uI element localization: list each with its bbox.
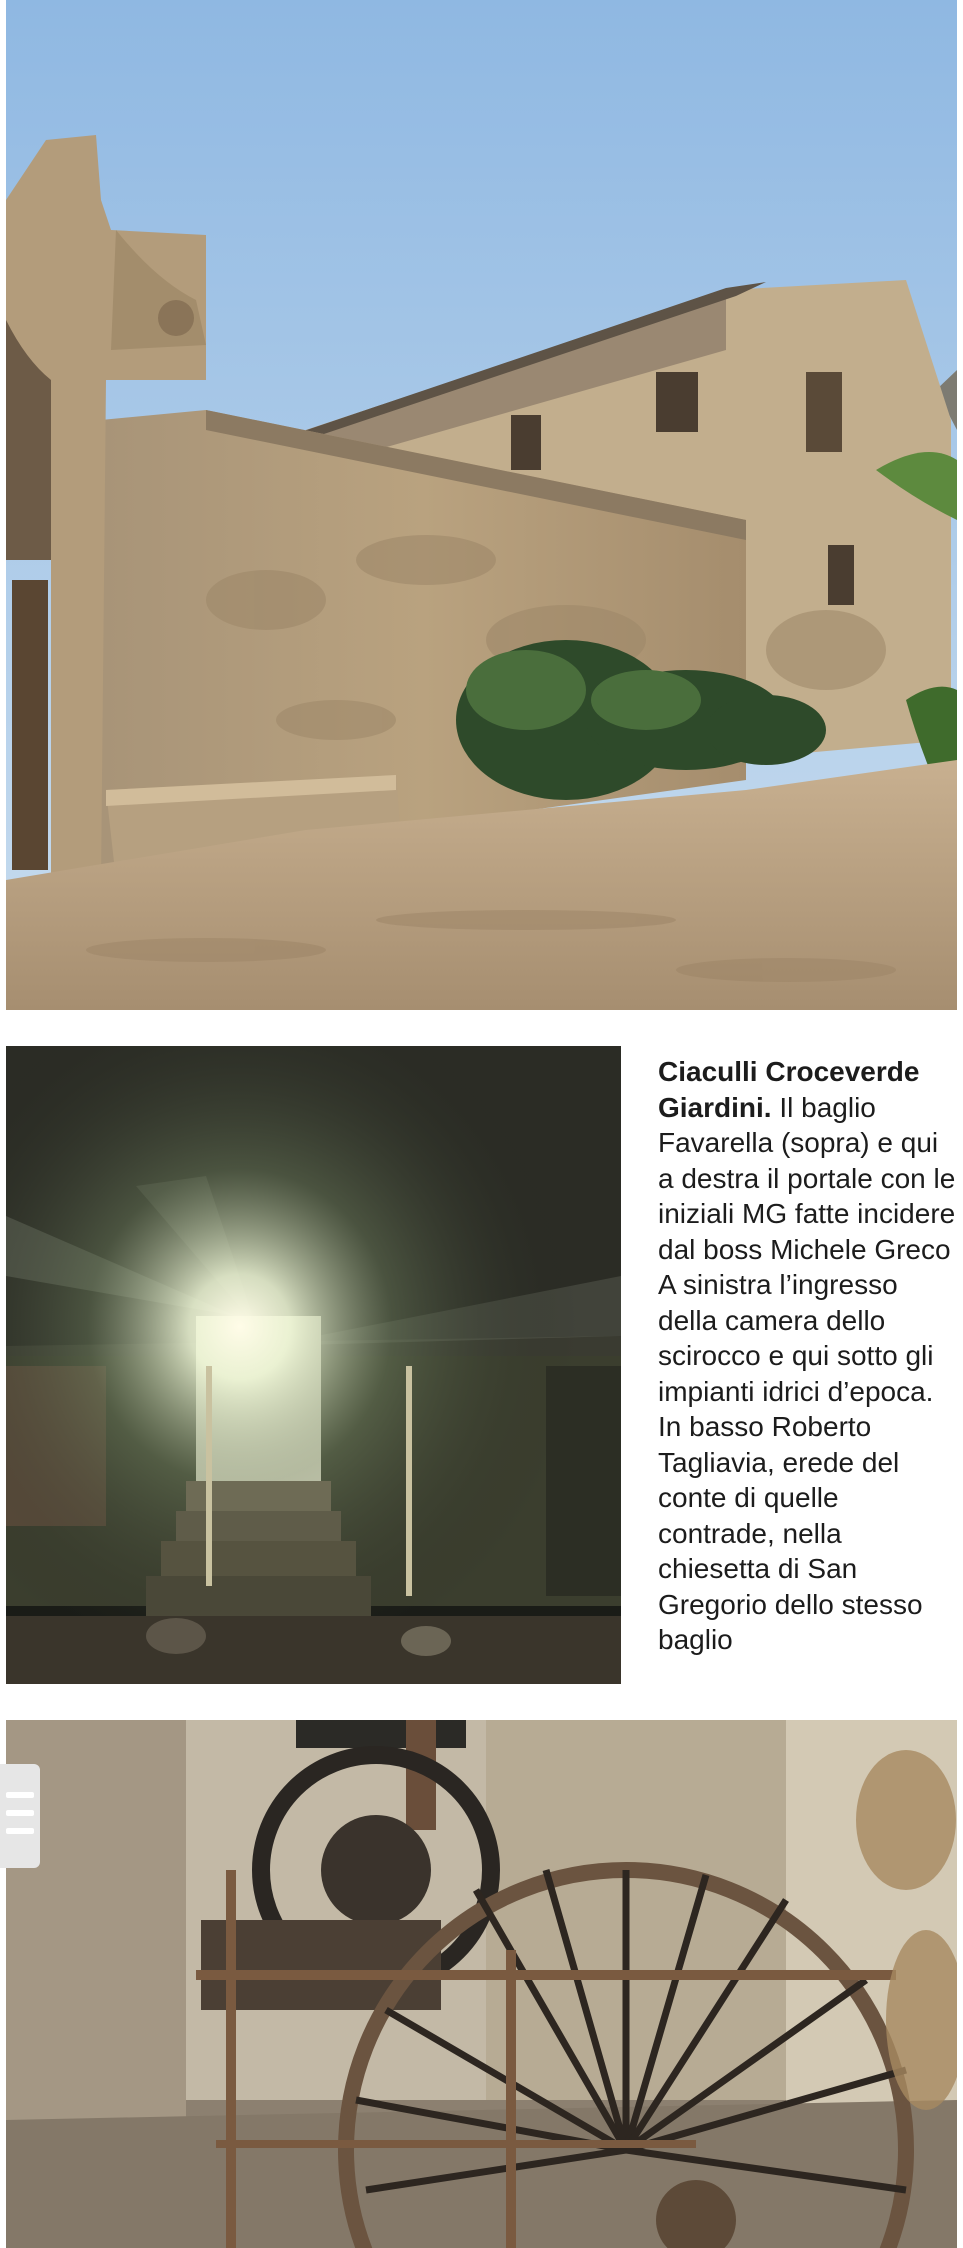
photo-baglio-favarella	[6, 0, 957, 1010]
photo-caption	[658, 1054, 958, 1658]
caption-body: Il baglio Favarella (sopra) e qui a destra il portale con le iniziali MG fatte incidere dal boss Michele Greco A sinistra l’ingresso della camera dello scirocco e qui sotto gli impianti idrici d’epoca. In basso Roberto Tagliavia, erede del conte di quelle contrade, nella chiesetta di San Gregorio dello stesso baglio	[658, 1091, 956, 1655]
photo-camera-dello-scirocco	[6, 1046, 621, 1684]
side-menu-tab[interactable]	[0, 1764, 40, 1868]
photo-impianti-idrici	[6, 1720, 957, 2248]
caption-lead: Ciaculli Croceverde Giardini.	[658, 1056, 920, 1123]
